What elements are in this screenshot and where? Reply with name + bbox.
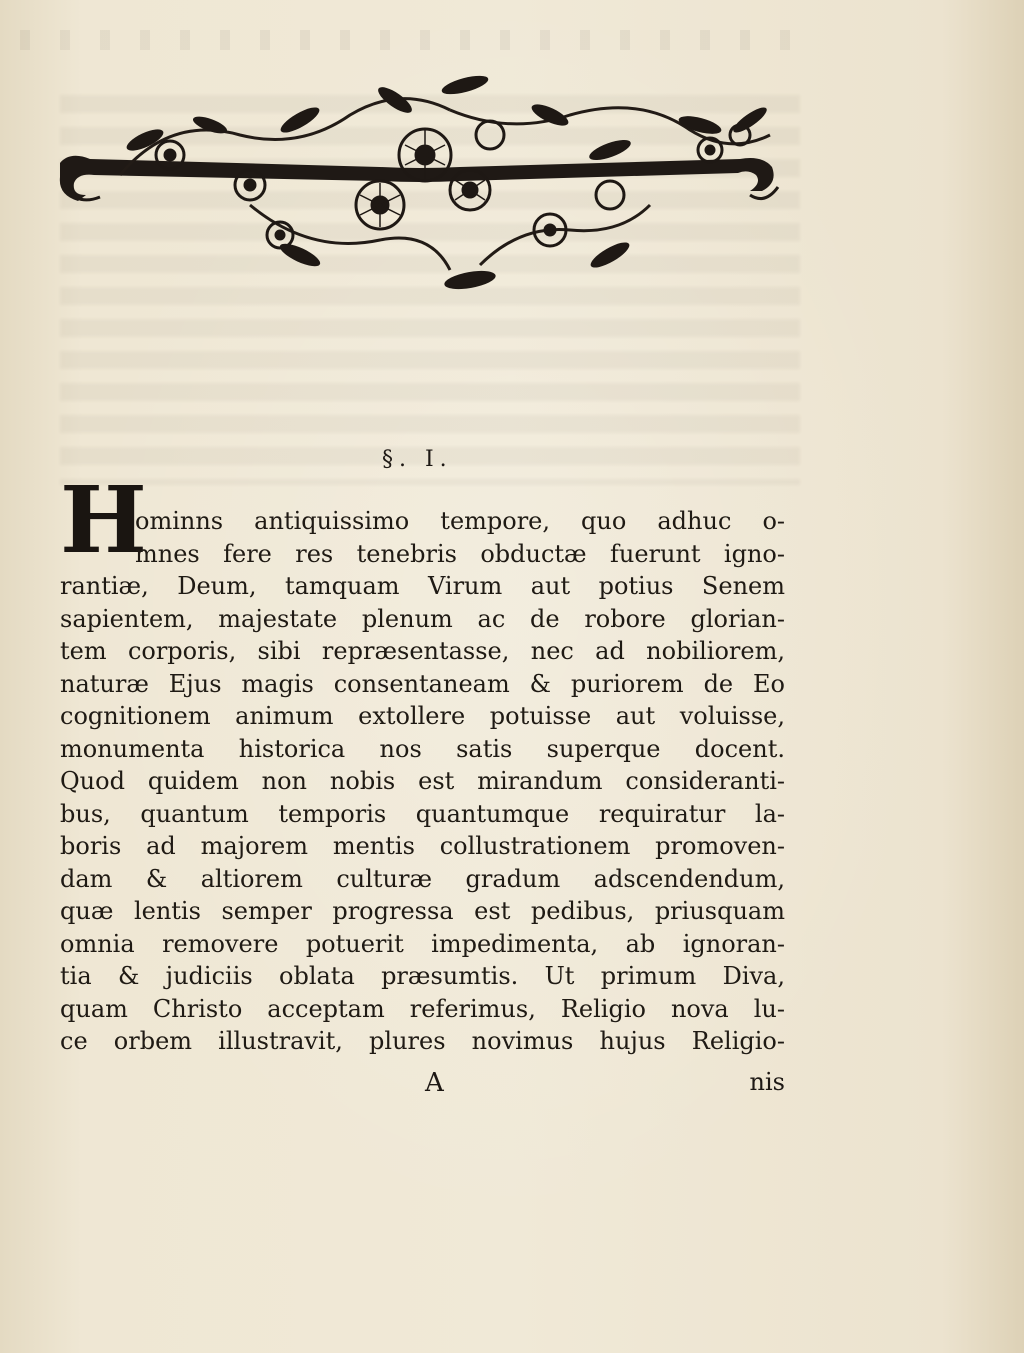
text-line: dam & altiorem culturæ gradum adscendendum, [60,864,785,893]
text-line: mnes fere res tenebris obductæ fuerunt igno- [135,539,785,568]
page-footer [60,1068,785,1108]
text-line: monumenta historica nos satis superque docent. [60,734,785,763]
text-line: quam Christo acceptam referimus, Religio nova lu- [60,994,785,1023]
text-line: sapientem, majestate plenum ac de robore glorian- [60,604,785,633]
text-line: ce orbem illustravit, plures novimus hujus Religio- [60,1027,785,1055]
floral-headpiece-ornament [50,55,790,295]
drop-cap-letter: H [60,466,147,574]
text-line: quæ lentis semper progressa est pedibus, priusquam [60,897,785,925]
text-line: cognitionem animum extollere potuisse aut voluisse, [60,702,785,730]
text-line: tia & judiciis oblata præsumtis. Ut primum Diva, [60,962,785,990]
signature-mark: A [425,1068,444,1098]
text-line: omnia removere potuerit impedimenta, ab ignoran- [60,929,785,958]
catchword: nis [749,1068,785,1096]
text-line: naturæ Ejus magis consentaneam & puriorem de Eo [60,669,785,698]
bleed-through-top [20,30,810,50]
text-line: tem corporis, sibi repræsentasse, nec ad nobiliorem, [60,637,785,665]
section-heading: §. I. [382,447,453,472]
text-line: Quod quidem non nobis est mirandum consideranti- [60,767,785,795]
text-line: ominns antiquissimo tempore, quo adhuc o- [135,507,785,535]
text-line: bus, quantum temporis quantumque requiratur la- [60,799,785,828]
text-line: rantiæ, Deum, tamquam Virum aut potius Senem [60,572,785,600]
text-line: boris ad majorem mentis collustrationem promoven- [60,832,785,860]
body-paragraph [60,505,785,1058]
